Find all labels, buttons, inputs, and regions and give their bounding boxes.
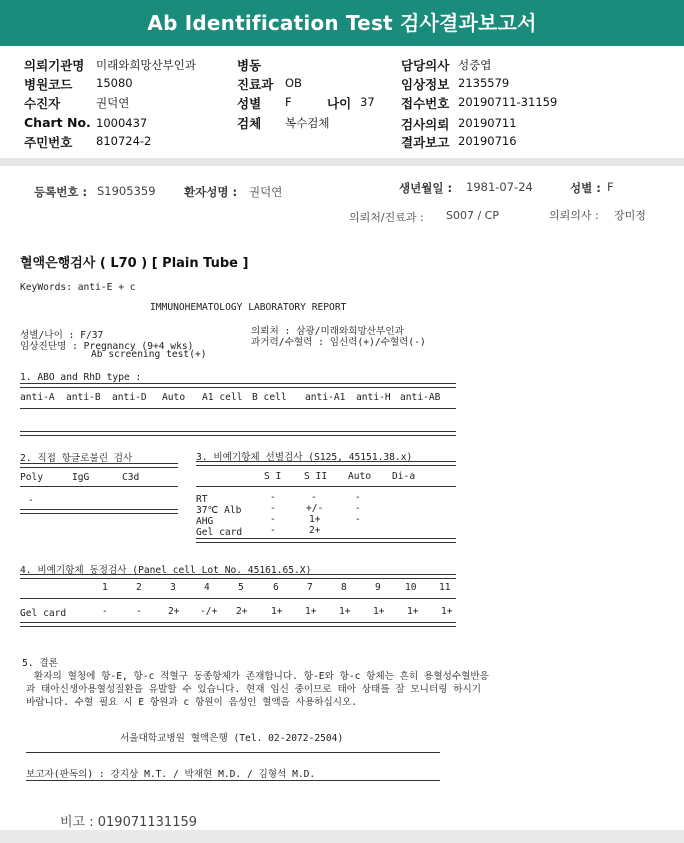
screening-title: 3. 비예기항체 선별검사 (S125, 45151.38.x) xyxy=(196,452,413,463)
lab-report-title: IMMUNOHEMATOLOGY LABORATORY REPORT xyxy=(150,302,347,313)
panel-col: 8 xyxy=(341,582,347,593)
report-title: Ab Identification Test 검사결과보고서 xyxy=(0,0,684,46)
abo-col: anti-A1 xyxy=(305,392,346,403)
panel-col: 10 xyxy=(405,582,417,593)
sex-label: 성별 xyxy=(237,96,262,111)
diagnosis-line-2: Ab screening test(+) xyxy=(91,349,207,360)
referral-label: 의뢰처/진료과 : xyxy=(349,211,424,224)
screening-cell: - xyxy=(355,492,361,503)
reg-value: S1905359 xyxy=(97,184,156,198)
panel-col: 7 xyxy=(307,582,313,593)
panel-cell: -/+ xyxy=(200,606,218,617)
header-info xyxy=(0,54,684,154)
referral-line: 의뢰처 : 삼광/미래와희망산부인과 xyxy=(251,326,404,337)
referring-doctor-value: 장미정 xyxy=(614,209,646,222)
chart-label: Chart No. xyxy=(24,115,91,130)
patient-sex-value: F xyxy=(607,180,614,194)
hospital-code-label: 병원코드 xyxy=(24,77,73,92)
rrn-label: 주민번호 xyxy=(24,135,73,150)
sex-age-line: 성별/나이 : F/37 xyxy=(20,330,104,341)
divider-line xyxy=(20,463,178,468)
dat-title: 2. 직접 항글로불린 검사 xyxy=(20,453,133,464)
panel-col: 1 xyxy=(102,582,108,593)
section-divider xyxy=(0,158,684,166)
dat-value: - xyxy=(28,495,34,506)
reporters-line: 보고자(판독의) : 강지상 M.T. / 박재현 M.D. / 김형석 M.D. xyxy=(26,769,316,780)
screening-col: S I xyxy=(264,471,282,482)
divider-line xyxy=(26,752,440,753)
keywords: KeyWords: anti-E + c xyxy=(20,282,136,293)
lab-report xyxy=(0,166,684,843)
history-line: 과거력/수혈력 : 임신력(+)/수혈력(-) xyxy=(251,337,426,348)
panel-cell: 1+ xyxy=(407,606,419,617)
screening-row-label: Gel card xyxy=(196,527,243,538)
doctor-value: 성중엽 xyxy=(458,58,492,72)
panel-row xyxy=(20,606,456,620)
screening-col: S II xyxy=(304,471,328,482)
abo-col: anti-B xyxy=(66,392,101,403)
panel-col: 5 xyxy=(238,582,244,593)
panel-cell: 1+ xyxy=(339,606,351,617)
abo-col: anti-H xyxy=(356,392,391,403)
screening-cell: - xyxy=(270,503,276,514)
screening-row-label: AHG xyxy=(196,516,214,527)
screening-col: Auto xyxy=(348,471,372,482)
institution-value: 미래와희망산부인과 xyxy=(96,58,196,72)
ward-label: 병동 xyxy=(237,58,262,73)
dob-value: 1981-07-24 xyxy=(466,180,533,194)
abo-rhd-columns xyxy=(20,392,456,404)
dat-col: IgG xyxy=(72,472,90,483)
panel-row-label: Gel card xyxy=(20,608,67,619)
divider-line xyxy=(20,509,178,514)
panel-col: 9 xyxy=(375,582,381,593)
panel-cell: 2+ xyxy=(236,606,248,617)
panel-col: 3 xyxy=(170,582,176,593)
patient-sex-label: 성별 : xyxy=(570,181,601,195)
panel-col: 4 xyxy=(204,582,210,593)
chart-value: 1000437 xyxy=(96,116,148,130)
panel-cell: 2+ xyxy=(168,606,180,617)
screening-cell: - xyxy=(355,503,361,514)
dept-value: OB xyxy=(285,76,302,90)
screening-cell: +/- xyxy=(306,503,324,514)
age-label: 나이 xyxy=(327,96,352,111)
report-date-value: 20190716 xyxy=(458,134,517,148)
recipient-value: 권덕연 xyxy=(96,96,130,110)
divider-line xyxy=(20,622,456,627)
clinical-value: 2135579 xyxy=(458,76,510,90)
report-date-label: 결과보고 xyxy=(401,135,450,150)
institution-label: 의뢰기관명 xyxy=(24,58,85,73)
divider-line xyxy=(20,408,456,409)
dept-label: 진료과 xyxy=(237,77,274,92)
panel-col: 2 xyxy=(136,582,142,593)
sex-value: F xyxy=(285,95,292,109)
panel-columns xyxy=(20,582,456,594)
divider-line xyxy=(196,461,456,466)
referral-value: S007 / CP xyxy=(446,209,499,222)
divider-line xyxy=(20,383,456,388)
panel-cell: 1+ xyxy=(441,606,453,617)
screening-cell: - xyxy=(270,525,276,536)
request-value: 20190711 xyxy=(458,116,517,130)
hospital-code-value: 15080 xyxy=(96,76,133,90)
recipient-label: 수진자 xyxy=(24,96,61,111)
rrn-value: 810724-2 xyxy=(96,134,152,148)
clinical-label: 임상정보 xyxy=(401,77,450,92)
abo-col: anti-AB xyxy=(400,392,441,403)
screening-cell: - xyxy=(270,514,276,525)
abo-col: B cell xyxy=(252,392,287,403)
divider-line xyxy=(20,486,178,487)
abo-col: Auto xyxy=(162,392,186,403)
screening-row-label: RT xyxy=(196,494,208,505)
patient-name-value: 권덕연 xyxy=(249,185,283,199)
screening-cell: - xyxy=(355,514,361,525)
abo-rhd-title: 1. ABO and RhD type : xyxy=(20,372,142,383)
screening-col: Di-a xyxy=(392,471,416,482)
divider-line xyxy=(196,486,456,487)
request-label: 검사의뢰 xyxy=(401,117,450,132)
divider-line xyxy=(20,598,456,599)
test-title: 혈액은행검사 ( L70 ) [ Plain Tube ] xyxy=(20,256,249,271)
specimen-value: 복수검체 xyxy=(285,116,330,130)
dat-col: C3d xyxy=(122,472,140,483)
reg-label: 등록번호 : xyxy=(34,185,88,199)
diagnosis-line: 임상진단명 : Pregnancy (9+4 wks) xyxy=(20,341,194,352)
screening-cell: - xyxy=(270,492,276,503)
age-value: 37 xyxy=(360,95,375,109)
panel-col: 6 xyxy=(273,582,279,593)
footer-bar xyxy=(0,830,684,843)
panel-cell: - xyxy=(102,606,108,617)
referring-doctor-label: 의뢰의사 : xyxy=(549,209,599,222)
screening-cell: 1+ xyxy=(309,514,321,525)
abo-col: A1 cell xyxy=(202,392,243,403)
abo-col: anti-A xyxy=(20,392,55,403)
dat-col: Poly xyxy=(20,472,44,483)
screening-row-label: 37℃ Alb xyxy=(196,505,242,516)
divider-line xyxy=(20,574,456,579)
abo-col: anti-D xyxy=(112,392,147,403)
dob-label: 생년월일 : xyxy=(399,181,453,195)
receipt-label: 접수번호 xyxy=(401,96,450,111)
receipt-value: 20190711-31159 xyxy=(458,95,558,109)
specimen-label: 검체 xyxy=(237,116,262,131)
divider-line xyxy=(26,780,440,781)
panel-cell: 1+ xyxy=(271,606,283,617)
identification-title: 4. 비예기항체 동정검사 (Panel cell Lot No. 45161.65.X) xyxy=(20,565,312,576)
divider-line xyxy=(20,431,456,436)
doctor-label: 담당의사 xyxy=(401,58,450,73)
panel-cell: - xyxy=(136,606,142,617)
screening-cell: - xyxy=(311,492,317,503)
conclusion-title: 5. 결론 xyxy=(22,658,58,669)
divider-line xyxy=(196,538,456,543)
panel-cell: 1+ xyxy=(305,606,317,617)
patient-name-label: 환자성명 : xyxy=(184,185,238,199)
screening-cell: 2+ xyxy=(309,525,321,536)
panel-cell: 1+ xyxy=(373,606,385,617)
hospital-line: 서울대학교병원 혈액은행 (Tel. 02-2072-2504) xyxy=(120,733,344,744)
conclusion-text: 환자의 혈청에 항-E, 항-c 적혈구 동종항체가 존재합니다. 항-E와 항-c 항체는 흔히 용혈성수혈반응과 태아신생아용혈성질환을 유발할 수 있습니다. 현재 임신 중이므로 태아 상태를 잘 모니터링 하시기 바랍니다. 수혈 필요 시 E 항원과 c 항원이 음성인 혈액을 사용하십시오. xyxy=(26,671,489,708)
remark: 비고 : 019071131159 xyxy=(60,815,198,830)
panel-col: 11 xyxy=(439,582,451,593)
